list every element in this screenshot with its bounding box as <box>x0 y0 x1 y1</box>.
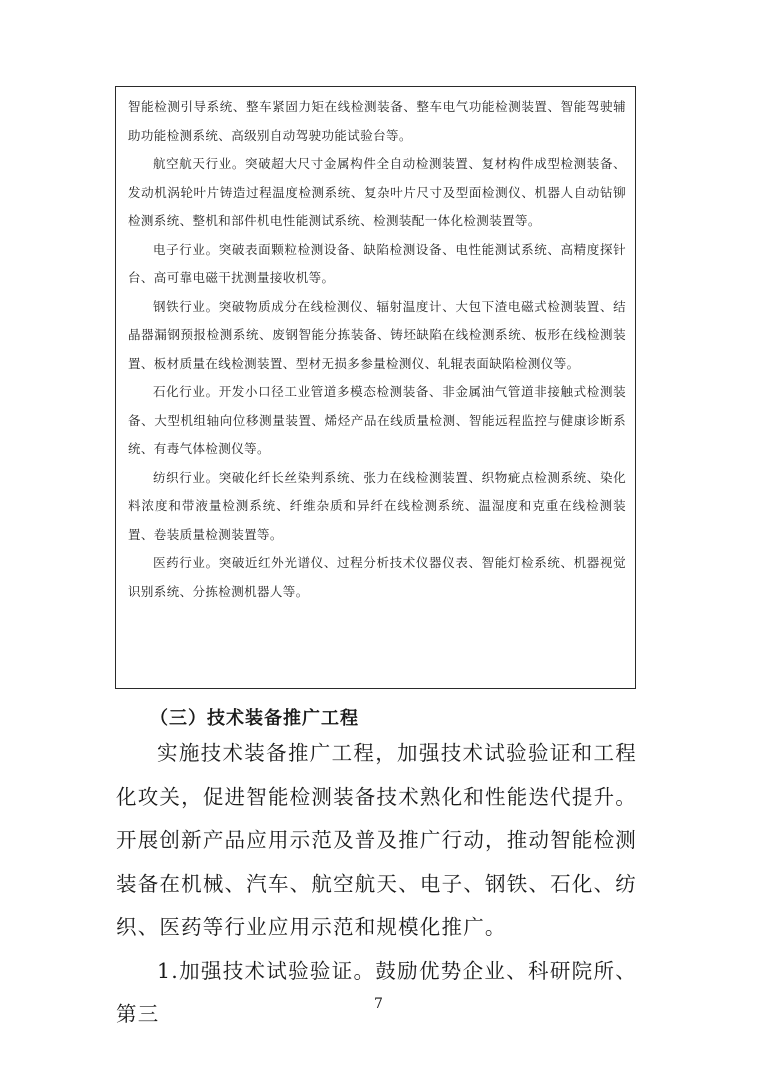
box-paragraph-pharmaceutical: 医药行业。突破近红外光谱仪、过程分析技术仪器仪表、智能灯检系统、机器视觉识别系统、分拣检测机器人等。 <box>128 555 626 599</box>
industry-list-box <box>115 86 636 689</box>
box-paragraph-petrochemical: 石化行业。开发小口径工业管道多模态检测装备、非金属油气管道非接触式检测装备、大型机组轴向位移测量装置、烯烃产品在线质量检测、智能远程监控与健康诊断系统、有毒气体检测仪等。 <box>128 384 626 456</box>
box-paragraph-steel: 钢铁行业。突破物质成分在线检测仪、辐射温度计、大包下渣电磁式检测装置、结晶器漏钢预报检测系统、废钢智能分拣装备、铸坯缺陷在线检测系统、板形在线检测装置、板材质量在线检测装置、型材无损多参量检测仪、轧辊表面缺陷检测仪等。 <box>128 298 626 371</box>
box-paragraph-aerospace: 航空航天行业。突破超大尺寸金属构件全自动检测装置、复材构件成型检测装备、发动机涡轮叶片铸造过程温度检测系统、复杂叶片尺寸及型面检测仪、机器人自动钻铆检测系统、整机和部件机电性能测试系统、检测装配一体化检测装置等。 <box>128 156 626 228</box>
box-paragraph-electronics: 电子行业。突破表面颗粒检测设备、缺陷检测设备、电性能测试系统、高精度探针台、高可靠电磁干扰测量接收机等。 <box>128 241 626 285</box>
section-heading: （三）技术装备推广工程 <box>150 708 359 729</box>
body-text <box>116 732 637 1037</box>
page-number: 7 <box>374 996 383 1012</box>
box-paragraph-textile: 纺织行业。突破化纤长丝染判系统、张力在线检测装置、织物疵点检测系统、染化料浓度和带液量检测系统、纤维杂质和异纤在线检测系统、温湿度和克重在线检测装置、卷装质量检测装置等。 <box>128 469 626 542</box>
box-paragraph-continuation: 智能检测引导系统、整车紧固力矩在线检测装备、整车电气功能检测装置、智能驾驶辅助功能检测系统、高级别自动驾驶功能试验台等。 <box>128 99 626 143</box>
body-paragraph: 1.加强技术试验验证。鼓励优势企业、科研院所、第三 <box>116 958 637 1026</box>
body-paragraph: 实施技术装备推广工程，加强技术试验验证和工程化攻关，促进智能检测装备技术熟化和性能迭代提升。开展创新产品应用示范及普及推广行动，推动智能检测装备在机械、汽车、航空航天、电子、钢铁、石化、纺织、医药等行业应用示范和规模化推广。 <box>116 741 637 939</box>
